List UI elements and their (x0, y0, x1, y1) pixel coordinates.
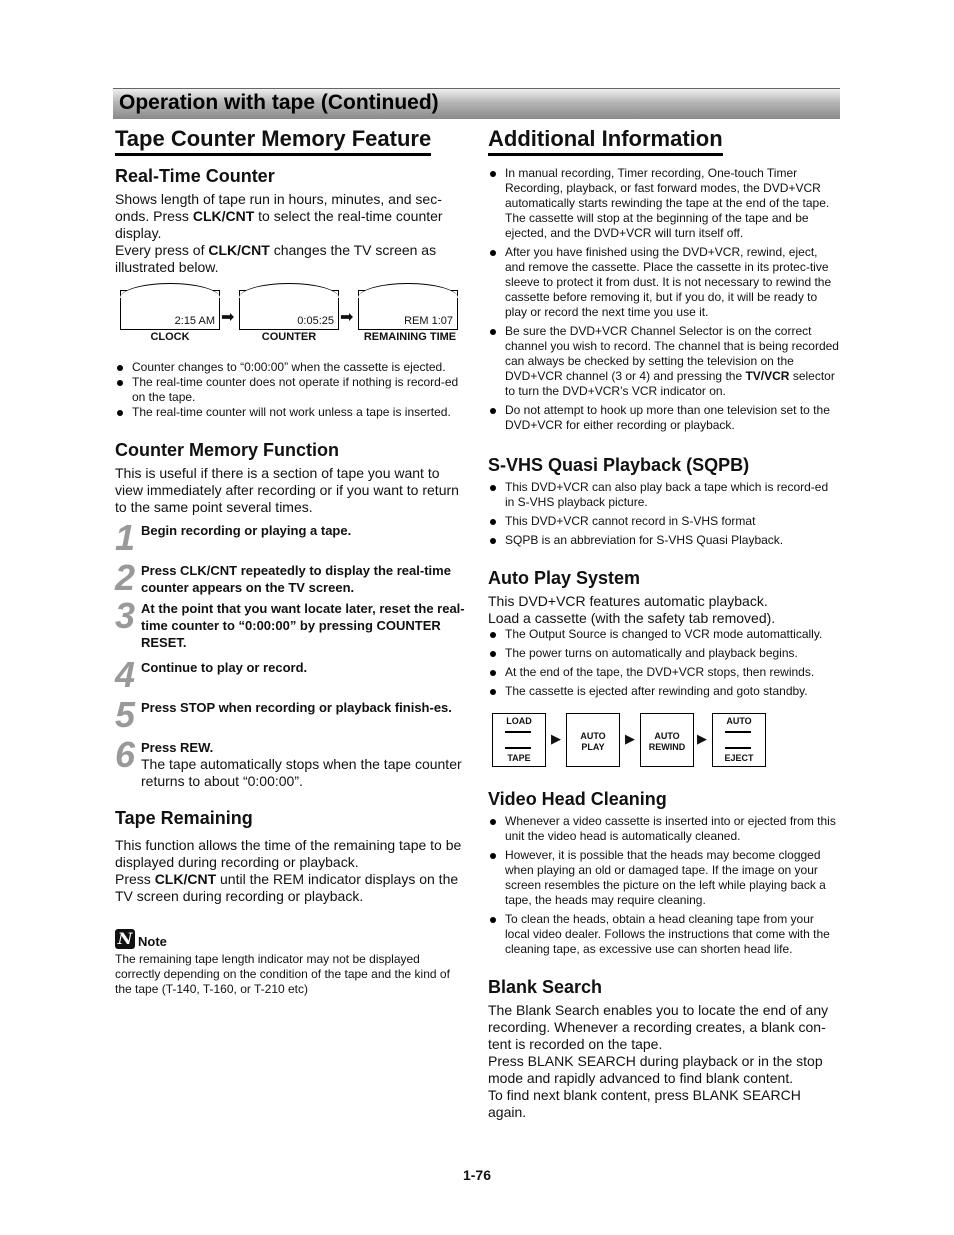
counter-screen (239, 290, 339, 330)
note-label: Note (138, 934, 167, 949)
step-3: 3 At the point that you want locate later, reset the real-time counter to “0:00:00” by pressing COUNTER RESET. (115, 595, 465, 650)
counter-screens-diagram (115, 290, 467, 350)
step-number: 4 (115, 654, 136, 695)
list-item: Be sure the DVD+VCR Channel Selector is on the correct channel you wish to record. The channel that is being recorded can always be checked by setting the television on the DVD+VCR channel (3 or 4) and pressing the TV/VCR selector to turn the DVD+VCR’s VCR indicator on. (488, 324, 840, 399)
blank-search-text-2: Press BLANK SEARCH during playback or in the stop mode and rapidly advanced to find blank content. (488, 1053, 823, 1086)
page-number: 1-76 (462, 1167, 492, 1183)
auto-rewind-box: AUTO REWIND (640, 713, 694, 767)
blank-search-text-3: To find next blank content, press BLANK SEARCH again. (488, 1087, 801, 1120)
sqpb-bullets (488, 480, 840, 548)
auto-play-bullets (488, 627, 840, 699)
list-item: The cassette is ejected after rewinding and goto standby. (488, 684, 840, 699)
list-item: Do not attempt to hook up more than one television set to the DVD+VCR for either recording or playback. (488, 403, 840, 433)
real-time-counter-text: Shows length of tape run in hours, minutes, and sec-onds. Press CLK/CNT to select the real-time counter display. (115, 191, 443, 241)
step-6: 6 Press REW. The tape automatically stops when the tape counter returns to about “0:00:00”. (115, 734, 462, 789)
list-item: This DVD+VCR cannot record in S-VHS format (488, 514, 840, 529)
auto-eject-box: AUTO EJECT (712, 713, 766, 767)
clock-screen (120, 290, 220, 330)
list-item: The Output Source is changed to VCR mode automattically. (488, 627, 840, 642)
blank-search-heading: Blank Search (488, 977, 603, 997)
auto-play-flow-diagram (490, 713, 840, 773)
additional-info-title: Additional Information (488, 126, 723, 156)
note-icon: N (115, 929, 135, 949)
clock-label: CLOCK (150, 331, 190, 343)
sqpb-heading: S-VHS Quasi Playback (SQPB) (488, 455, 750, 475)
video-head-cleaning-bullets (488, 814, 840, 957)
tape-remaining-text-2: Press CLK/CNT until the REM indicator displays on the TV screen during recording or playback. (115, 871, 459, 904)
tape-remaining-heading: Tape Remaining (115, 808, 253, 828)
video-head-cleaning-heading: Video Head Cleaning (488, 789, 667, 809)
step-number: 1 (115, 517, 136, 558)
list-item: This DVD+VCR can also play back a tape which is record-ed in S-VHS playback picture. (488, 480, 840, 510)
right-column (488, 126, 840, 1121)
list-item: However, it is possible that the heads may become clogged when playing an old or damaged tape. If the image on your screen resembles the picture on the left while playing back a tape, the heads may require cleaning. (488, 848, 840, 908)
counter-memory-heading: Counter Memory Function (115, 440, 339, 460)
left-column (115, 126, 467, 997)
note-text: The remaining tape length indicator may not be displayed correctly depending on the condition of the tape and the kind of the tape (T-140, T-160, or T-210 etc) (115, 952, 450, 996)
arrow-right-icon: ➡ (340, 309, 354, 326)
step-number: 5 (115, 694, 136, 735)
tape-counter-title: Tape Counter Memory Feature (115, 126, 431, 156)
auto-play-text-2: Load a cassette (with the safety tab removed). (488, 610, 776, 626)
banner-title: Operation with tape (Continued) (119, 91, 439, 114)
counter-memory-steps (115, 517, 467, 790)
list-item: Whenever a video cassette is inserted into or ejected from this unit the video head is automatically cleaned. (488, 814, 840, 844)
list-item: The real-time counter does not operate if nothing is record-ed on the tape. (115, 375, 467, 405)
remaining-screen (358, 290, 458, 330)
list-item: The real-time counter will not work unless a tape is inserted. (115, 405, 467, 420)
list-item: SQPB is an abbreviation for S-VHS Quasi Playback. (488, 533, 840, 548)
clock-value: 2:15 AM (174, 315, 215, 327)
load-tape-box: LOAD TAPE (492, 713, 546, 767)
list-item: The power turns on automatically and playback begins. (488, 646, 840, 661)
list-item: Counter changes to “0:00:00” when the cassette is ejected. (115, 360, 467, 375)
additional-info-bullets (488, 166, 840, 433)
list-item: To clean the heads, obtain a head cleaning tape from your local video dealer. Follows the instructions that come with the cleaning tape, as excessive use can shorten head life. (488, 912, 840, 957)
cassette-icon (505, 731, 531, 749)
step-5: 5 Press STOP when recording or playback finish-es. (115, 694, 452, 735)
tape-remaining-text: This function allows the time of the remaining tape to be displayed during recording or playback. (115, 837, 462, 870)
step-number: 6 (115, 734, 136, 775)
auto-play-box: AUTO PLAY (566, 713, 620, 767)
real-time-counter-heading: Real-Time Counter (115, 166, 275, 186)
list-item: At the end of the tape, the DVD+VCR stops, then rewinds. (488, 665, 840, 680)
step-4: 4 Continue to play or record. (115, 654, 308, 695)
arrow-right-icon: ➡ (221, 309, 235, 326)
step-number: 3 (115, 595, 136, 636)
remaining-value: REM 1:07 (404, 315, 453, 327)
section-banner (113, 88, 840, 119)
step-number: 2 (115, 557, 136, 598)
step-1: 1 Begin recording or playing a tape. (115, 517, 352, 558)
blank-search-text: The Blank Search enables you to locate the end of any recording. Whenever a recording creates, a blank con-tent is recorded on the tape. (488, 1002, 829, 1052)
step-2: 2 Press CLK/CNT repeatedly to display the real-time counter appears on the TV screen. (115, 557, 451, 598)
arrow-right-icon: ▶ (551, 731, 561, 746)
real-time-counter-text-2: Every press of CLK/CNT changes the TV screen as illustrated below. (115, 242, 437, 275)
auto-play-heading: Auto Play System (488, 568, 641, 588)
counter-memory-intro: This is useful if there is a section of tape you want to view immediately after recording or if you want to return to the same point several times. (115, 465, 459, 515)
list-item: In manual recording, Timer recording, One-touch Timer Recording, playback, or fast forward modes, the DVD+VCR automatically starts rewinding the tape at the end of the tape. The cassette will stop at the beginning of the tape and be ejected, and the DVD+VCR will turn itself off. (488, 166, 840, 241)
arrow-right-icon: ▶ (625, 731, 635, 746)
note-header (115, 929, 467, 949)
real-time-counter-bullets (115, 360, 467, 420)
arrow-right-icon: ▶ (697, 731, 707, 746)
list-item: After you have finished using the DVD+VCR, rewind, eject, and remove the cassette. Place the cassette in its protec-tive sleeve to protect it from dust. It is not necessary to rewind the cassette before removing it, but if you do, it will be ready to play or record the next time you use it. (488, 245, 840, 320)
cassette-icon (725, 731, 751, 749)
counter-value: 0:05:25 (297, 315, 334, 327)
remaining-label: REMAINING TIME (363, 331, 457, 343)
auto-play-text: This DVD+VCR features automatic playback. (488, 593, 768, 609)
counter-label: COUNTER (261, 331, 317, 343)
